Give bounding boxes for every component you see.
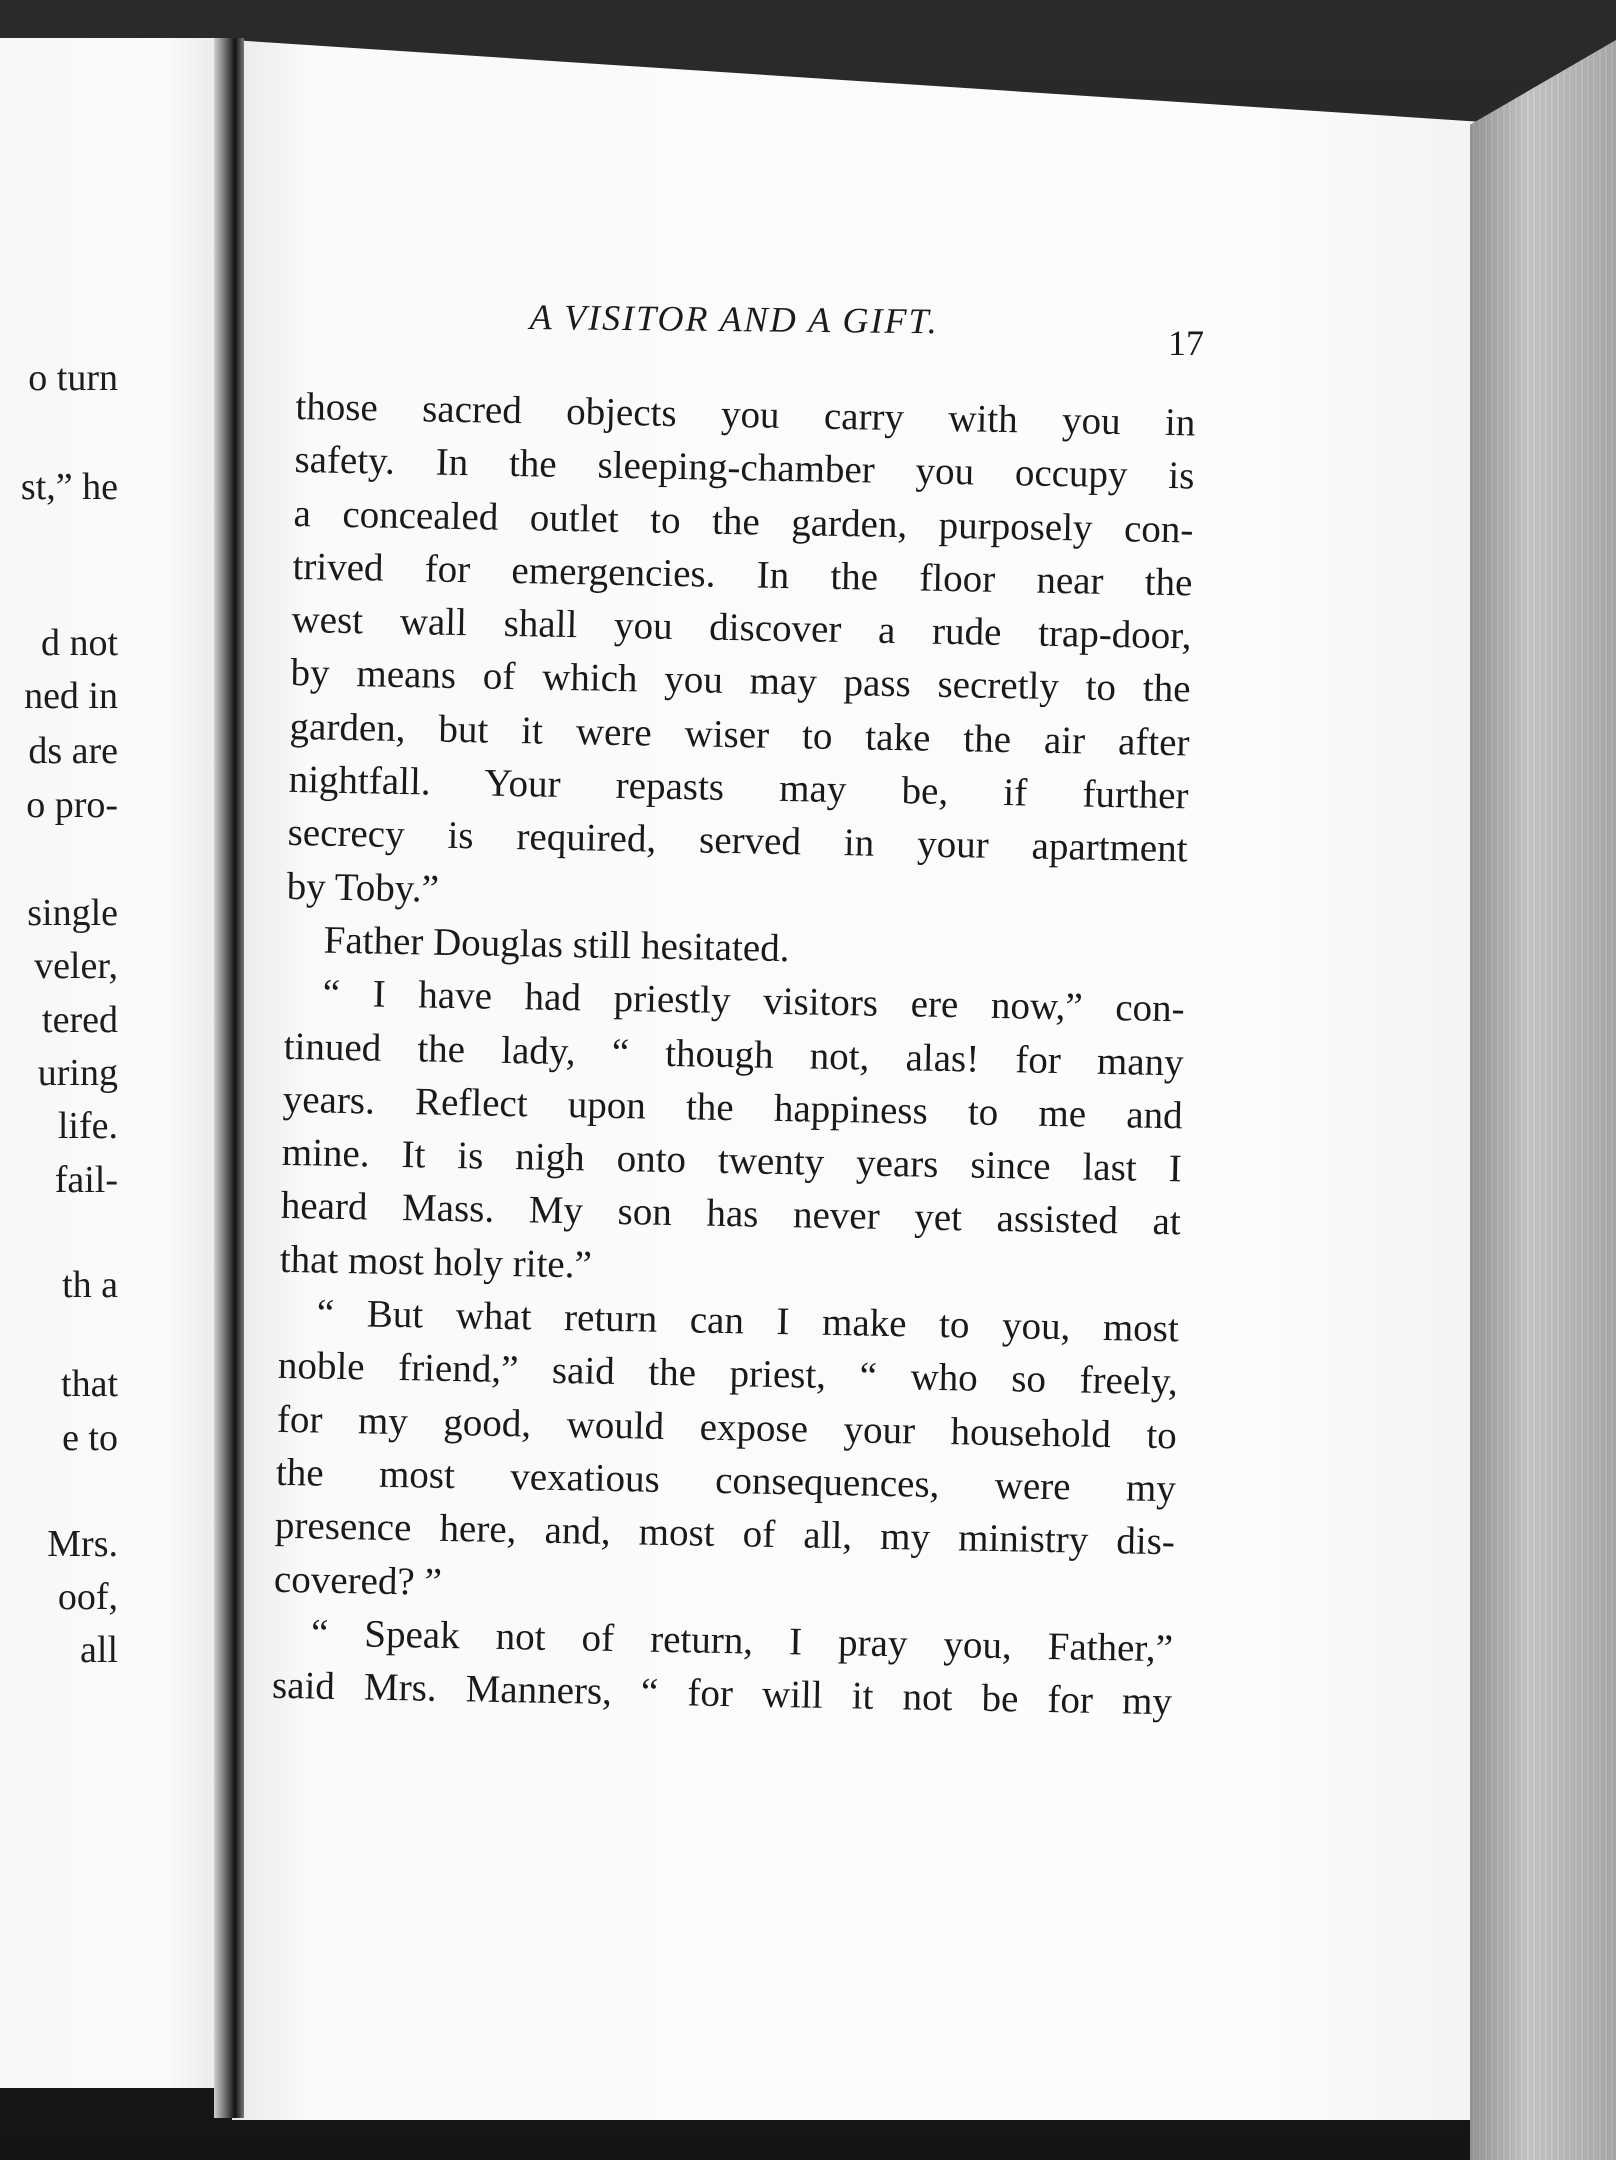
left-fragment-line: single: [27, 892, 118, 934]
left-fragment-line: that: [61, 1363, 118, 1405]
left-fragment-line: th a: [62, 1264, 118, 1306]
left-fragment-line: fail-: [54, 1159, 118, 1201]
left-fragment-line: o pro-: [26, 784, 118, 826]
text-line: years. Reflect upon the happiness to me and: [282, 1077, 1184, 1138]
text-line: west wall shall you discover a rude trap-door,: [291, 598, 1192, 658]
text-line: that most holy rite.”: [279, 1237, 593, 1287]
text-line: heard Mass. My son has never yet assisted at: [280, 1184, 1182, 1244]
left-fragment-line: ned in: [24, 675, 118, 717]
left-fragment-line: o turn: [28, 357, 118, 399]
text-line: said Mrs. Manners, “ for will it not be for my: [271, 1663, 1173, 1724]
text-line: garden, but it were wiser to take the air after: [289, 704, 1190, 765]
left-fragment-line: st,” he: [20, 466, 118, 508]
text-line: “ But what return can I make to you, most: [316, 1291, 1180, 1351]
text-line: “ I have had priestly visitors ere now,” con-: [322, 971, 1186, 1031]
text-line: those sacred objects you carry with you in: [295, 384, 1196, 445]
text-line: Father Douglas still hesitated.: [323, 918, 790, 971]
text-line: “ Speak not of return, I pray you, Father,”: [310, 1611, 1174, 1671]
left-fragment-line: ds are: [28, 730, 118, 772]
running-head: A VISITOR AND A GIFT.: [529, 296, 939, 342]
text-line: nightfall. Your repasts may be, if further: [288, 758, 1189, 818]
left-page: [0, 38, 226, 2088]
left-fragment-line: oof,: [57, 1576, 118, 1618]
text-line: by means of which you may pass secretly to the: [290, 651, 1191, 711]
page-edges-shade: [1470, 40, 1616, 2160]
body-text: [272, 380, 1196, 1729]
text-line: presence here, and, most of all, my ministry dis-: [274, 1504, 1176, 1564]
text-line: by Toby.”: [286, 864, 440, 911]
text-line: secrecy is required, served in your apartment: [287, 811, 1188, 871]
text-line: a concealed outlet to the garden, purposely con-: [293, 491, 1194, 552]
text-line: for my good, would expose your household to: [276, 1397, 1178, 1457]
text-line: noble friend,” said the priest, “ who so freely,: [277, 1344, 1179, 1404]
left-fragment-line: veler,: [34, 945, 118, 987]
left-fragment-line: life.: [57, 1105, 118, 1147]
left-fragment-line: Mrs.: [47, 1523, 118, 1565]
text-line: covered? ”: [273, 1557, 443, 1604]
left-fragment-line: d not: [40, 622, 118, 664]
text-line: mine. It is nigh onto twenty years since last I: [281, 1131, 1183, 1191]
text-line: tinued the lady, “ though not, alas! for many: [283, 1024, 1185, 1084]
book-gutter: [214, 38, 244, 2118]
left-page-text: [0, 38, 226, 2088]
left-fragment-line: e to: [62, 1417, 118, 1459]
text-line: safety. In the sleeping-chamber you occupy is: [294, 438, 1195, 498]
left-fragment-line: uring: [37, 1052, 118, 1094]
text-line: the most vexatious consequences, were my: [275, 1450, 1177, 1511]
text-line: trived for emergencies. In the floor near the: [292, 544, 1193, 605]
left-fragment-line: tered: [42, 999, 118, 1041]
page-number: 17: [1168, 323, 1204, 363]
left-fragment-line: all: [80, 1629, 118, 1671]
